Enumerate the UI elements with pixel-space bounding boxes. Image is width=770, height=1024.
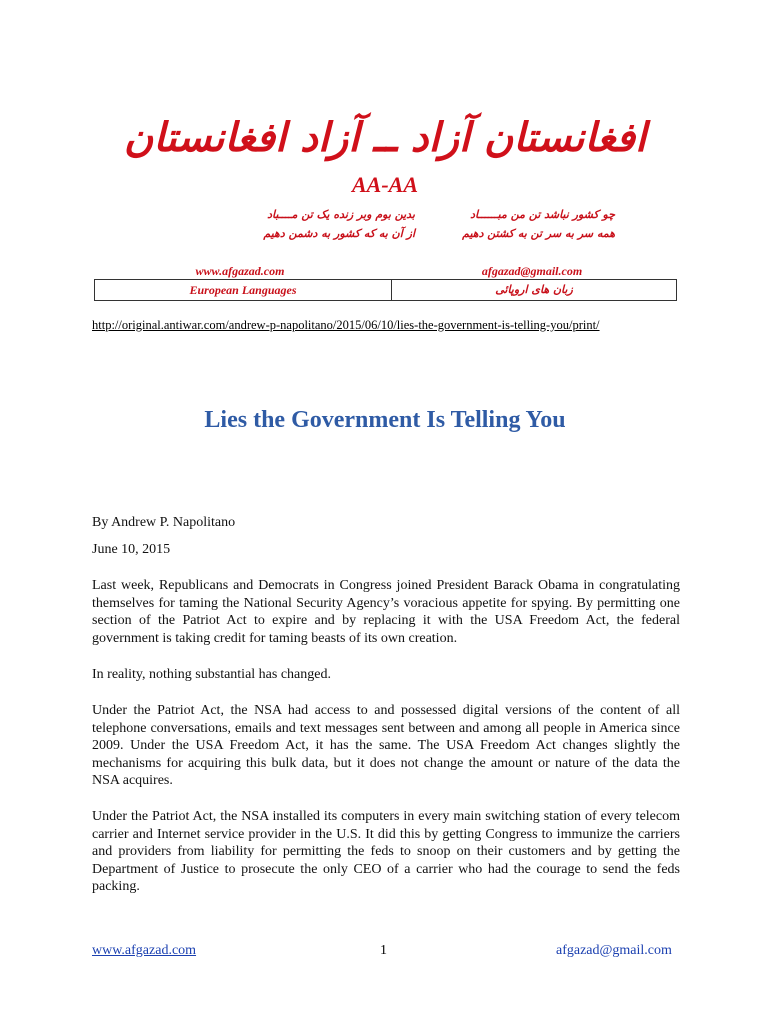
poem-line: بدین بوم وبر زنده یک تن مــــباد bbox=[267, 208, 415, 221]
article-paragraph: Under the Patriot Act, the NSA installed its computers in every main switching station of every telecom carrier and Internet service provider in the U.S. It did this by getting Congress to immunize the carriers and providers from liability for permitting the feds to snoop on their customers and by getting the Department of Justice to prosecute the only CEO of a carrier who had the courage to send the feds packing. bbox=[92, 809, 680, 894]
poem-left-column bbox=[215, 205, 415, 243]
masthead-email: afgazad@gmail.com bbox=[481, 264, 583, 278]
article-paragraph: In reality, nothing substantial has changed. bbox=[92, 667, 331, 682]
footer-page-number: 1 bbox=[380, 943, 387, 958]
poem-right-column bbox=[400, 205, 615, 243]
section-persian: زبان های اروپائی bbox=[495, 283, 573, 296]
article-date: June 10, 2015 bbox=[92, 542, 171, 557]
section-english: European Languages bbox=[95, 280, 392, 300]
masthead-title: افغانستان آزاد ــ آزاد افغانستان bbox=[123, 115, 647, 161]
article-title: Lies the Government Is Telling You bbox=[204, 407, 566, 433]
poem-line: از آن به که کشور به دشمن دهیم bbox=[263, 227, 415, 240]
masthead-subtitle: AA-AA bbox=[351, 172, 419, 197]
article-paragraph: Last week, Republicans and Democrats in Congress joined President Barack Obama in congratulating themselves for taming the National Security Agency’s voracious appetite for spying. By permitting one section of the Patriot Act to expire and by replacing it with the USA Freedom Act, the federal government is taking credit for taming beasts of its own creation. bbox=[92, 578, 680, 646]
article-byline: By Andrew P. Napolitano bbox=[92, 515, 236, 530]
poem-line: همه سر به سر تن به کشتن دهیم bbox=[462, 227, 615, 240]
footer-website-link[interactable]: www.afgazad.com bbox=[92, 943, 197, 958]
masthead-website: www.afgazad.com bbox=[195, 264, 285, 278]
poem-line: چو کشور نباشد تن من مبــــــاد bbox=[470, 208, 615, 221]
footer-email[interactable]: afgazad@gmail.com bbox=[556, 943, 672, 958]
section-table bbox=[94, 279, 677, 301]
article-paragraph: Under the Patriot Act, the NSA had access to and possessed digital versions of the content of all telephone conversations, emails and text messages sent between and among all people in America since 2009. Under the USA Freedom Act, it has the same. The USA Freedom Act changes slightly the mechanisms for acquiring this bulk data, but it does not change the amount or nature of the data the NSA acquires. bbox=[92, 703, 680, 788]
source-url-link[interactable]: http://original.antiwar.com/andrew-p-napolitano/2015/06/10/lies-the-government-is-telling-you/print/ bbox=[92, 318, 600, 332]
